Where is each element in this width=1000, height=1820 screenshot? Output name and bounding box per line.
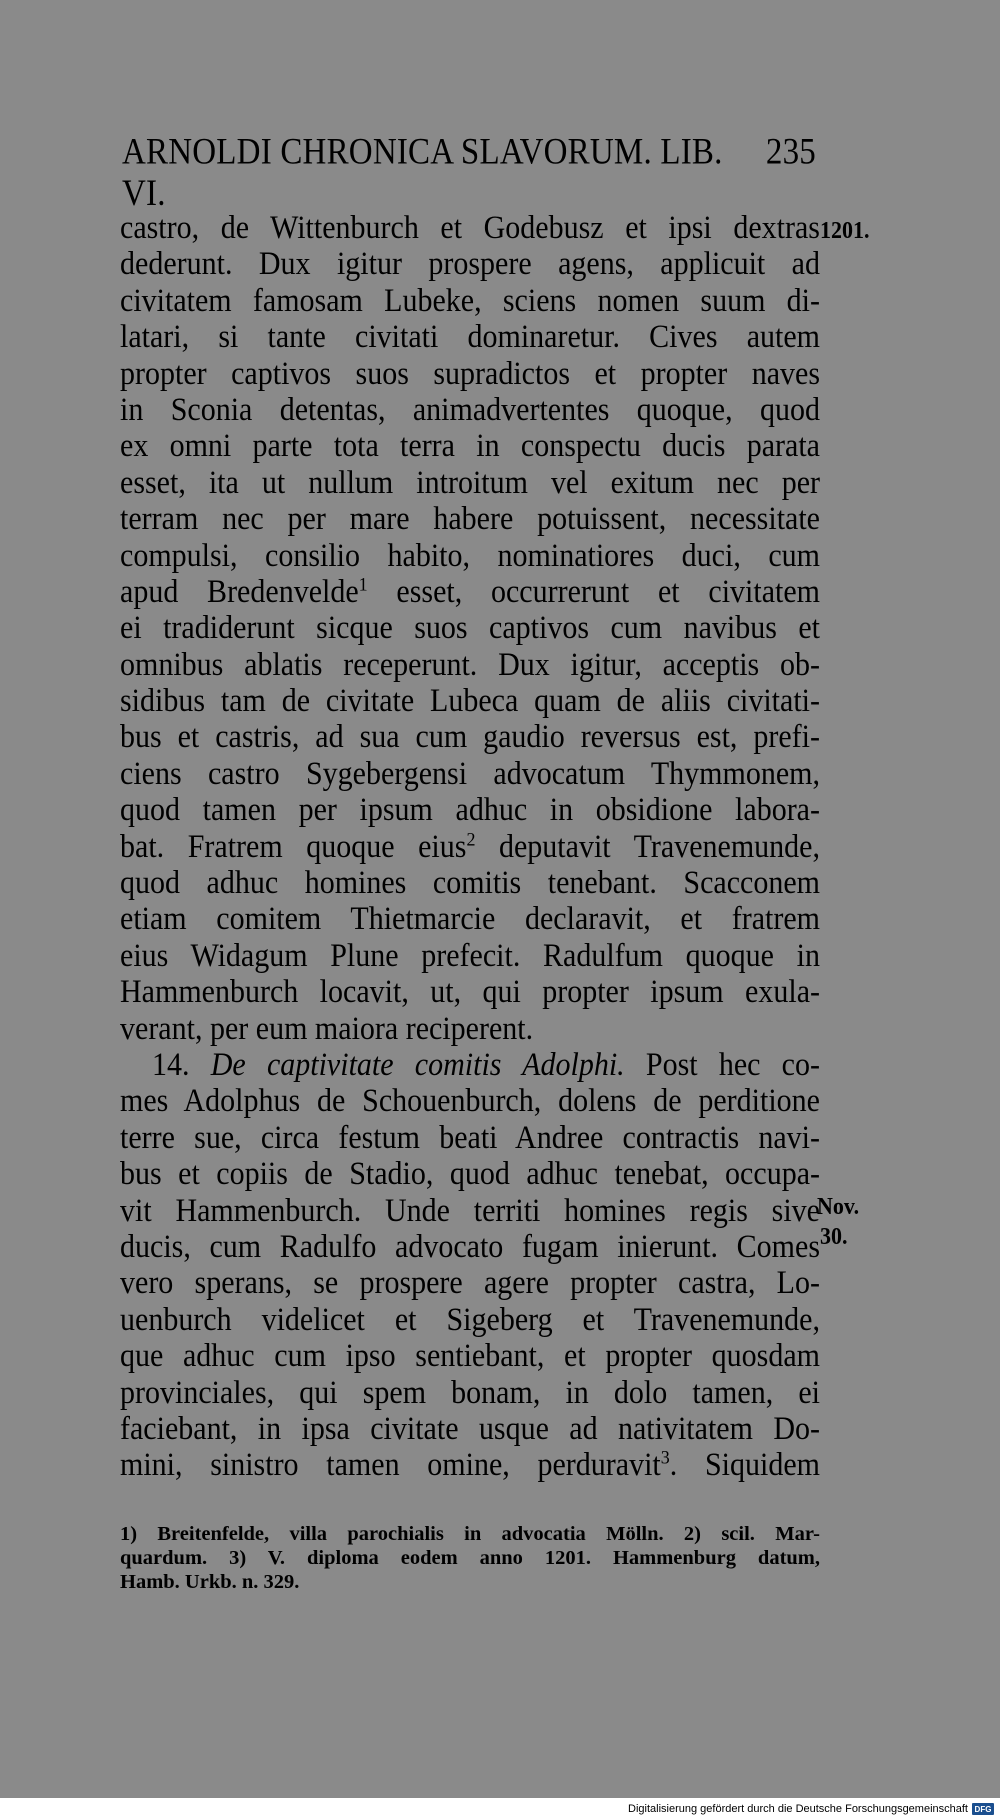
text-segment: bat. Fratrem quoque eius xyxy=(120,828,467,865)
dfg-logo-icon: DFG xyxy=(972,1803,994,1815)
text-line: compulsi, consilio habito, nominatiores duci, cum xyxy=(120,537,820,574)
footnote-line: Hamb. Urkb. n. 329. xyxy=(120,1571,300,1593)
text-line xyxy=(120,573,820,612)
text-line: terram nec per mare habere potuissent, necessitate xyxy=(120,501,820,537)
text-line: omnibus ablatis receperunt. Dux igitur, acceptis ob- xyxy=(120,646,820,683)
text-line: vero sperans, se prospere agere propter castra, Lo- xyxy=(120,1265,820,1302)
text-line xyxy=(120,1446,820,1485)
text-line: propter captivos suos supradictos et propter naves xyxy=(120,355,820,392)
text-line: castro, de Wittenburch et Godebusz et ipsi dextras xyxy=(120,210,820,246)
main-text xyxy=(120,209,820,1483)
text-line xyxy=(120,828,820,867)
page-title: ARNOLDI CHRONICA SLAVORUM. LIB. VI. xyxy=(122,132,723,214)
text-line: faciebant, in ipsa civitate usque ad nativitatem Do- xyxy=(120,1410,820,1447)
text-line: esset, ita ut nullum introitum vel exitum nec per xyxy=(120,464,820,501)
text-segment: mini, sinistro tamen omine, perduravit xyxy=(120,1447,661,1484)
margin-note-day: 30. xyxy=(820,1222,848,1250)
text-line: vit Hammenburch. Unde territi homines regis sive xyxy=(120,1192,820,1229)
text-line: Hammenburch locavit, ut, qui propter ipsum exula- xyxy=(120,974,820,1010)
footnote-marker[interactable]: 2 xyxy=(466,827,476,850)
page-number: 235 xyxy=(765,132,816,173)
footnote-marker[interactable]: 1 xyxy=(358,572,368,595)
footnote-line: quardum. 3) V. diploma eodem anno 1201. Hammenburg datum, xyxy=(120,1547,820,1569)
footnote-marker[interactable]: 3 xyxy=(660,1446,670,1468)
text-line: terre sue, circa festum beati Andree contractis navi- xyxy=(120,1119,820,1156)
text-line: quod tamen per ipsum adhuc in obsidione labora- xyxy=(120,792,820,828)
text-line: que adhuc cum ipso sentiebant, et propter quosdam xyxy=(120,1338,820,1374)
text-line: civitatem famosam Lubeke, sciens nomen suum di- xyxy=(120,282,820,319)
text-line: dederunt. Dux igitur prospere agens, applicuit ad xyxy=(120,246,820,283)
text-line: provinciales, qui spem bonam, in dolo tamen, ei xyxy=(120,1374,820,1411)
chapter-title: De captivitate comitis Adolphi. xyxy=(210,1047,625,1083)
text-line: ciens castro Sygebergensi advocatum Thymmonem, xyxy=(120,755,820,792)
text-line: latari, si tante civitati dominaretur. Cives autem xyxy=(120,319,820,355)
text-segment: apud Bredenvelde xyxy=(120,573,359,610)
text-line: bus et copiis de Stadio, quod adhuc tenebat, occupa- xyxy=(120,1156,820,1192)
text-line: uenburch videlicet et Sigeberg et Travenemunde, xyxy=(120,1301,820,1338)
text-line: in Sconia detentas, animadvertentes quoque, quod xyxy=(120,392,820,428)
text-line: ducis, cum Radulfo advocato fugam inierunt. Comes xyxy=(120,1229,820,1265)
text-line: quod adhuc homines comitis tenebant. Scacconem xyxy=(120,865,820,901)
margin-note-month: Nov. xyxy=(817,1192,860,1220)
text-line: etiam comitem Thietmarcie declaravit, et fratrem xyxy=(120,901,820,938)
text-segment: esset, occurrerunt et civitatem xyxy=(367,573,820,610)
text-line: bus et castris, ad sua cum gaudio reversus est, prefi- xyxy=(120,719,820,756)
text-line: eius Widagum Plune prefecit. Radulfum quoque in xyxy=(120,937,820,974)
running-head xyxy=(122,132,816,215)
footer-bar xyxy=(0,1798,1000,1820)
chapter-heading-line xyxy=(120,1046,820,1085)
text-line: sidibus tam de civitate Lubeca quam de aliis civitati- xyxy=(120,683,820,719)
text-segment: deputavit Travenemunde, xyxy=(475,828,821,865)
footnote-line: 1) Breitenfelde, villa parochialis in advocatia Mölln. 2) scil. Mar- xyxy=(120,1523,820,1545)
text-segment: Post hec co- xyxy=(624,1047,820,1083)
footer-credit: Digitalisierung gefördert durch die Deutsche Forschungsgemeinschaft xyxy=(628,1803,968,1815)
margin-note-year: 1201. xyxy=(820,216,870,244)
text-line: ei tradiderunt sicque suos captivos cum navibus et xyxy=(120,610,820,647)
text-segment: Siquidem xyxy=(677,1447,820,1484)
text-line: ex omni parte tota terra in conspectu ducis parata xyxy=(120,428,820,465)
footnotes xyxy=(120,1522,820,1594)
chapter-number: 14. xyxy=(152,1047,190,1083)
text-line: verant, per eum maiora reciperent. xyxy=(120,1010,534,1047)
text-line: mes Adolphus de Schouenburch, dolens de perditione xyxy=(120,1083,820,1120)
text-segment: . xyxy=(669,1447,678,1484)
